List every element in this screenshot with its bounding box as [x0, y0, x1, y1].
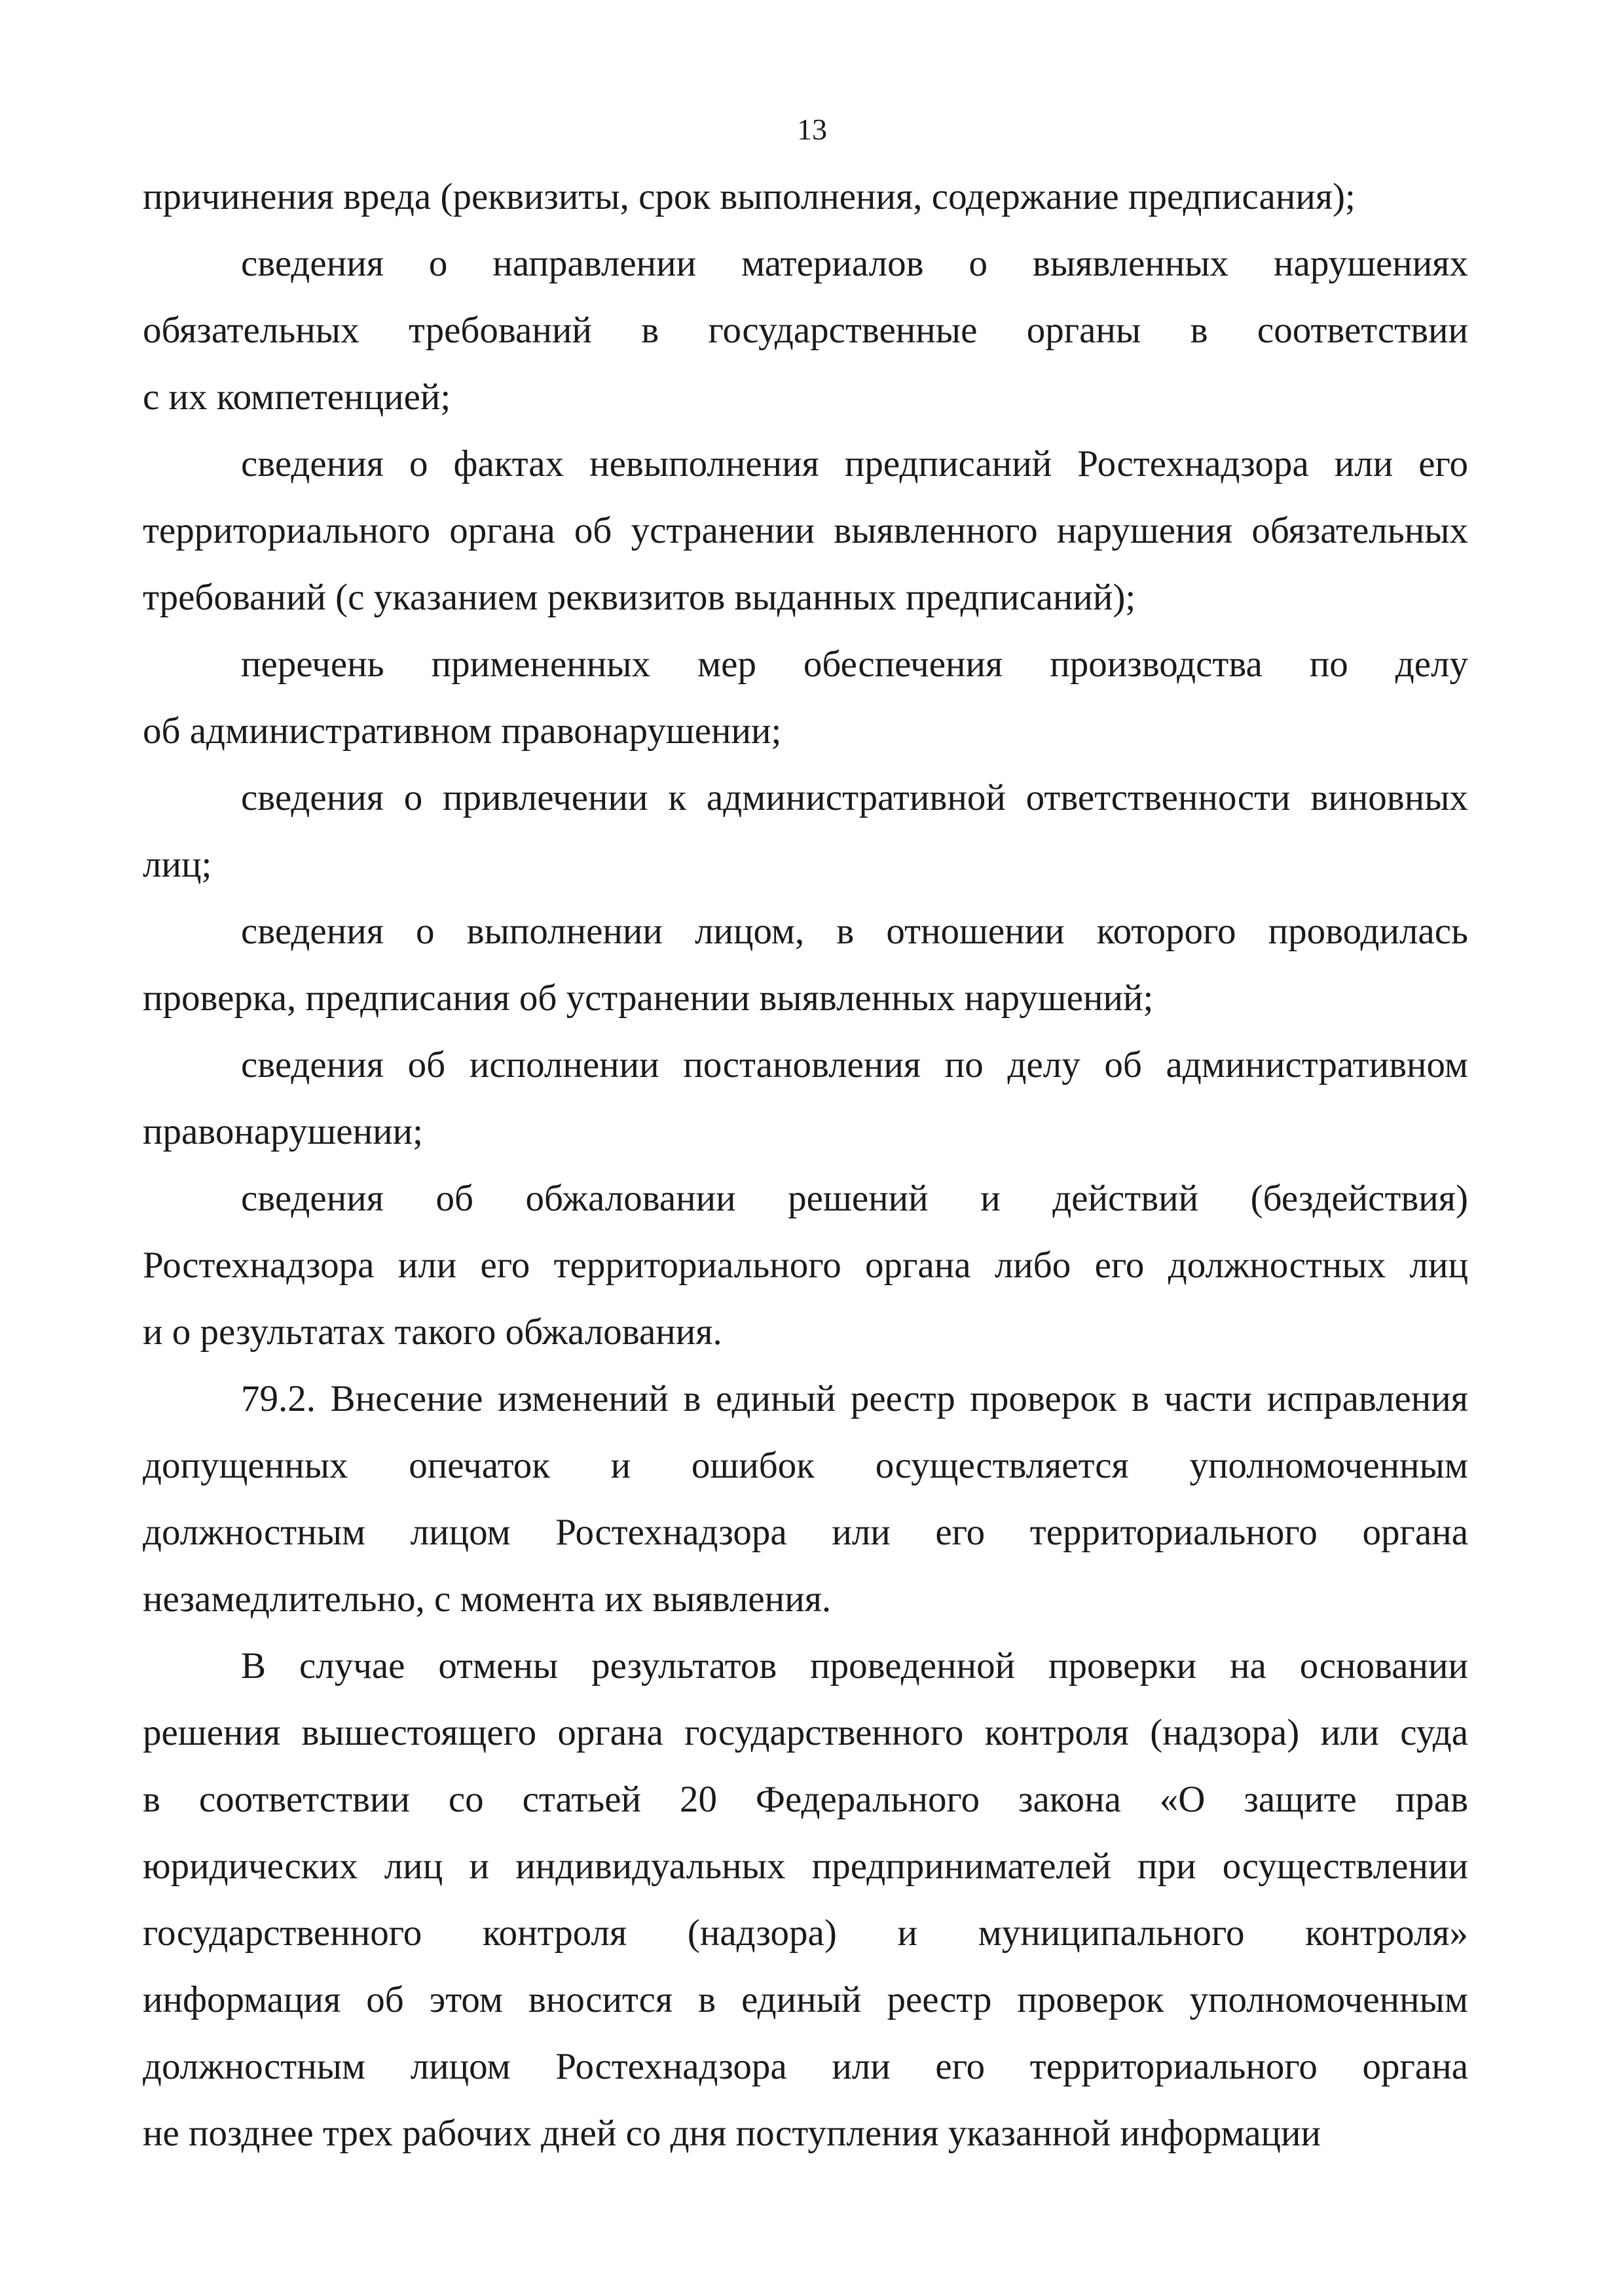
text-line: сведения о выполнении лицом, в отношении которого проводилась — [241, 911, 1468, 952]
text-line: государственного контроля (надзора) и муниципального контроля» — [143, 1912, 1468, 1954]
text-line: обязательных требований в государственные органы в соответствии — [143, 310, 1468, 351]
text-line: 79.2. Внесение изменений в единый реестр проверок в части исправления — [241, 1378, 1468, 1419]
text-line: решения вышестоящего органа государственного контроля (надзора) или суда — [143, 1712, 1468, 1753]
text-line: сведения о фактах невыполнения предписаний Ростехнадзора или его — [241, 443, 1468, 484]
text-line: юридических лиц и индивидуальных предпринимателей при осуществлении — [143, 1846, 1468, 1887]
text-line: В случае отмены результатов проведенной проверки на основании — [241, 1645, 1468, 1686]
paragraph-p5 — [143, 898, 1468, 1032]
text-line: информация об этом вносится в единый реестр проверок уполномоченным — [143, 1979, 1468, 2020]
text-line: требований (с указанием реквизитов выданных предписаний); — [143, 577, 1136, 618]
text-line: правонарушении; — [143, 1111, 423, 1152]
page-number: 13 — [797, 113, 827, 146]
paragraph-p0 — [143, 164, 1468, 230]
paragraph-p8 — [143, 1366, 1468, 1633]
paragraph-p6 — [143, 1032, 1468, 1165]
text-line: причинения вреда (реквизиты, срок выполнения, содержание предписания); — [143, 176, 1356, 217]
paragraph-p2 — [143, 431, 1468, 631]
text-line: в соответствии со статьей 20 Федерального закона «О защите прав — [143, 1779, 1468, 1820]
document-body — [143, 164, 1468, 2167]
text-line: сведения об исполнении постановления по делу об административном — [241, 1044, 1468, 1085]
text-line: Ростехнадзора или его территориального органа либо его должностных лиц — [143, 1245, 1468, 1286]
paragraph-p7 — [143, 1165, 1468, 1366]
text-line: сведения об обжаловании решений и действий (бездействия) — [241, 1178, 1468, 1219]
text-line: об административном правонарушении; — [143, 710, 782, 752]
paragraph-p9 — [143, 1633, 1468, 2167]
text-line: допущенных опечаток и ошибок осуществляется уполномоченным — [143, 1445, 1468, 1486]
text-line: с их компетенцией; — [143, 376, 451, 418]
paragraph-p1 — [143, 230, 1468, 431]
text-line: перечень примененных мер обеспечения производства по делу — [241, 644, 1468, 685]
text-line: не позднее трех рабочих дней со дня поступления указанной информации — [143, 2113, 1321, 2154]
text-line: незамедлительно, с момента их выявления. — [143, 1578, 832, 1620]
text-line: должностным лицом Ростехнадзора или его территориального органа — [143, 2046, 1468, 2087]
text-line: и о результатах такого обжалования. — [143, 1311, 722, 1353]
paragraph-p3 — [143, 631, 1468, 765]
text-line: сведения о направлении материалов о выявленных нарушениях — [241, 243, 1468, 284]
text-line: территориального органа об устранении выявленного нарушения обязательных — [143, 510, 1468, 551]
text-line: проверка, предписания об устранении выявленных нарушений; — [143, 977, 1154, 1019]
paragraph-p4 — [143, 765, 1468, 898]
text-line: лиц; — [143, 844, 212, 885]
text-line: сведения о привлечении к административной ответственности виновных — [241, 777, 1468, 818]
text-line: должностным лицом Ростехнадзора или его территориального органа — [143, 1512, 1468, 1553]
